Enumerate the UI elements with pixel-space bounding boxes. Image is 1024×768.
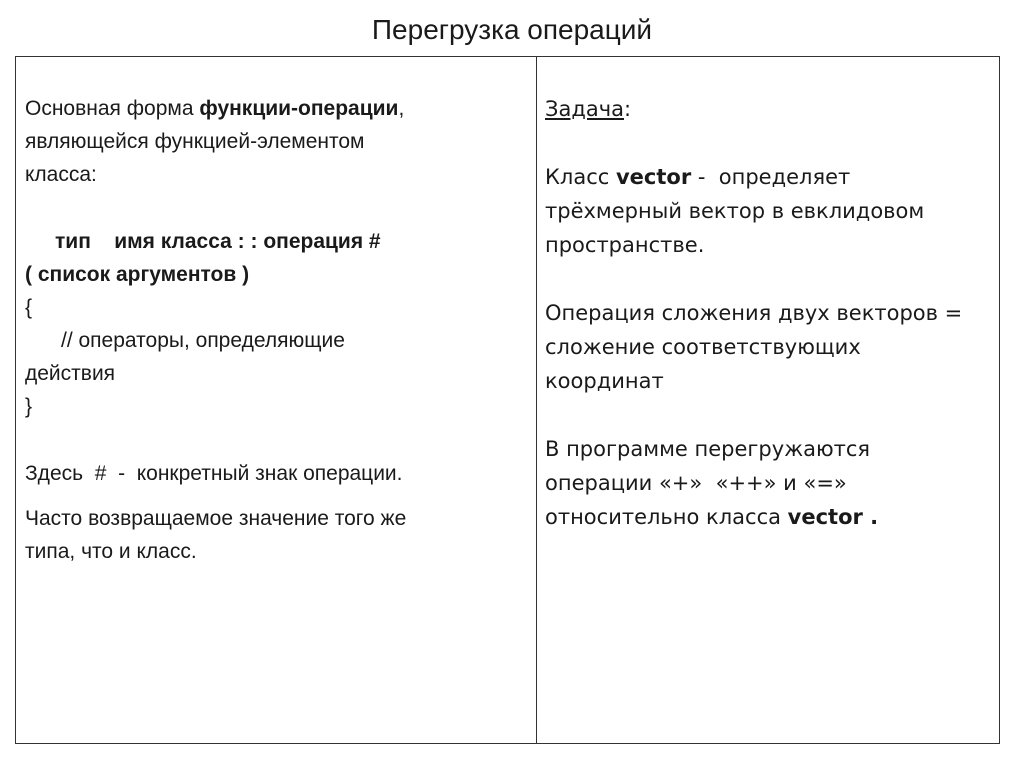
comment-line-1: // операторы, определяющие — [61, 329, 345, 352]
slide-title: Перегрузка операций — [371, 14, 653, 45]
left-column — [16, 57, 537, 743]
spacer — [25, 423, 536, 457]
brace-open: { — [25, 296, 33, 319]
intro-line-3: класса: — [25, 163, 97, 186]
paragraph-2-line-2: сложение соответствующих — [545, 335, 861, 359]
paragraph-3-line-2: операции «+» «++» и «=» — [545, 471, 847, 495]
right-column — [537, 57, 999, 743]
spacer — [545, 262, 999, 296]
spacer — [25, 490, 536, 502]
note-2-line-2: типа, что и класс. — [25, 540, 197, 563]
task-label: Задача — [545, 97, 624, 121]
comment-line-2: действия — [25, 362, 116, 385]
note-1: Здесь # - конкретный знак операции. — [25, 462, 403, 485]
paragraph-1-line-2: трёхмерный вектор в евклидовом — [545, 199, 925, 223]
paragraph-2-line-3: координат — [545, 369, 664, 393]
spacer — [25, 191, 536, 225]
syntax-line-1 — [25, 225, 536, 258]
content-table — [15, 56, 1000, 744]
intro-bold-term: функции-операции — [199, 97, 399, 120]
intro-line-2: являющейся функцией-элементом — [25, 130, 365, 153]
brace-close: } — [25, 395, 33, 418]
note-2-line-1: Часто возвращаемое значение того же — [25, 507, 407, 530]
p1-text: Класс — [545, 165, 616, 189]
p1-text-after: - определяет — [691, 165, 851, 189]
intro-line-1 — [25, 92, 536, 125]
paragraph-3-line-3 — [545, 500, 999, 534]
syntax-line-2 — [25, 258, 536, 291]
spacer — [545, 126, 999, 160]
task-heading — [545, 92, 999, 126]
p3-text: относительно класса — [545, 505, 788, 529]
spacer — [545, 398, 999, 432]
paragraph-2-line-1: Операция сложения двух векторов = — [545, 301, 963, 325]
paragraph-3-line-1: В программе перегружаются — [545, 437, 871, 461]
p1-class-name: vector — [615, 165, 692, 189]
syntax-line-1-text: тип имя класса : : операция # — [55, 230, 381, 253]
paragraph-1-line-3: пространстве. — [545, 233, 705, 257]
task-colon: : — [624, 97, 632, 121]
p3-class-name: vector . — [787, 505, 879, 529]
intro-text: Основная форма — [25, 97, 200, 120]
intro-comma: , — [398, 97, 405, 120]
paragraph-1-line-1 — [545, 160, 999, 194]
syntax-line-2-text: ( список аргументов ) — [25, 263, 250, 286]
